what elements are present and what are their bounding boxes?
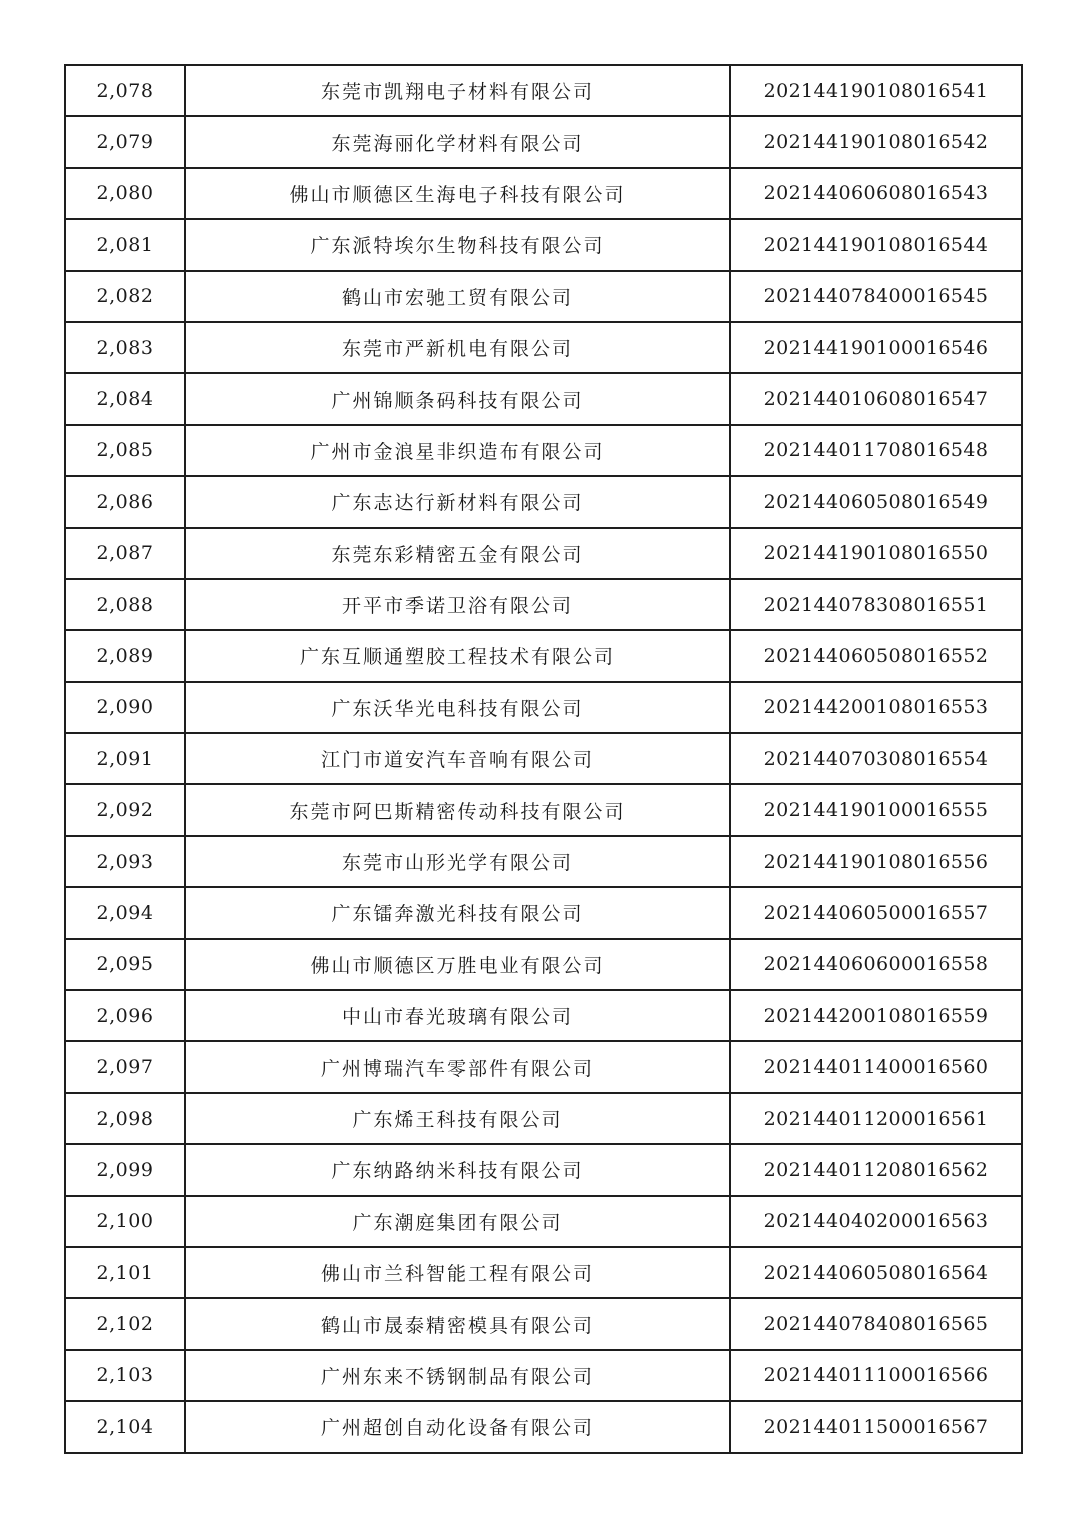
row-number-cell: 2,095 [65,939,185,990]
table-row [65,579,1022,630]
company-name-cell: 鹤山市宏驰工贸有限公司 [185,271,730,322]
registration-code-cell: 202144060508016564 [730,1247,1022,1298]
registration-code-cell: 202144190108016541 [730,65,1022,116]
enterprise-list-table [64,64,1023,1454]
table-row [65,271,1022,322]
company-name-cell: 中山市春光玻璃有限公司 [185,990,730,1041]
row-number-cell: 2,104 [65,1401,185,1452]
registration-code-cell: 202144078408016565 [730,1298,1022,1349]
registration-code-cell: 202144060600016558 [730,939,1022,990]
row-number-cell: 2,103 [65,1350,185,1401]
company-name-cell: 开平市季诺卫浴有限公司 [185,579,730,630]
registration-code-cell: 202144060508016549 [730,476,1022,527]
table-row [65,1247,1022,1298]
table-row [65,1350,1022,1401]
registration-code-cell: 202144060608016543 [730,168,1022,219]
registration-code-cell: 202144011100016566 [730,1350,1022,1401]
registration-code-cell: 202144078308016551 [730,579,1022,630]
company-name-cell: 广东烯王科技有限公司 [185,1093,730,1144]
row-number-cell: 2,099 [65,1144,185,1195]
company-name-cell: 广东派特埃尔生物科技有限公司 [185,219,730,270]
table-row [65,1196,1022,1247]
table-row [65,1093,1022,1144]
table-row [65,887,1022,938]
company-name-cell: 东莞东彩精密五金有限公司 [185,528,730,579]
registration-code-cell: 202144011208016562 [730,1144,1022,1195]
registration-code-cell: 202144190108016550 [730,528,1022,579]
registration-code-cell: 202144190108016542 [730,116,1022,167]
row-number-cell: 2,091 [65,733,185,784]
row-number-cell: 2,089 [65,630,185,681]
row-number-cell: 2,083 [65,322,185,373]
company-name-cell: 广州超创自动化设备有限公司 [185,1401,730,1452]
table-row [65,116,1022,167]
company-name-cell: 东莞市严新机电有限公司 [185,322,730,373]
table-row [65,990,1022,1041]
row-number-cell: 2,078 [65,65,185,116]
table-row [65,630,1022,681]
row-number-cell: 2,080 [65,168,185,219]
table-row [65,65,1022,116]
row-number-cell: 2,090 [65,682,185,733]
row-number-cell: 2,092 [65,784,185,835]
table-row [65,784,1022,835]
row-number-cell: 2,086 [65,476,185,527]
registration-code-cell: 202144060508016552 [730,630,1022,681]
company-name-cell: 东莞市阿巴斯精密传动科技有限公司 [185,784,730,835]
row-number-cell: 2,079 [65,116,185,167]
row-number-cell: 2,102 [65,1298,185,1349]
registration-code-cell: 202144060500016557 [730,887,1022,938]
table-row [65,1401,1022,1452]
table-row [65,733,1022,784]
company-name-cell: 东莞市凯翔电子材料有限公司 [185,65,730,116]
company-name-cell: 广东镭奔激光科技有限公司 [185,887,730,938]
company-name-cell: 东莞海丽化学材料有限公司 [185,116,730,167]
company-name-cell: 广东潮庭集团有限公司 [185,1196,730,1247]
table-row [65,322,1022,373]
row-number-cell: 2,081 [65,219,185,270]
row-number-cell: 2,088 [65,579,185,630]
table-row [65,1041,1022,1092]
company-name-cell: 佛山市顺德区生海电子科技有限公司 [185,168,730,219]
table-row [65,836,1022,887]
registration-code-cell: 202144200108016553 [730,682,1022,733]
company-name-cell: 广州东来不锈钢制品有限公司 [185,1350,730,1401]
company-name-cell: 广东纳路纳米科技有限公司 [185,1144,730,1195]
registration-code-cell: 202144190100016546 [730,322,1022,373]
company-name-cell: 东莞市山形光学有限公司 [185,836,730,887]
company-name-cell: 广州锦顺条码科技有限公司 [185,373,730,424]
table-row [65,939,1022,990]
row-number-cell: 2,100 [65,1196,185,1247]
registration-code-cell: 202144010608016547 [730,373,1022,424]
table-row [65,1298,1022,1349]
row-number-cell: 2,085 [65,425,185,476]
company-name-cell: 广州博瑞汽车零部件有限公司 [185,1041,730,1092]
row-number-cell: 2,101 [65,1247,185,1298]
registration-code-cell: 202144190108016544 [730,219,1022,270]
company-name-cell: 广州市金浪星非织造布有限公司 [185,425,730,476]
company-name-cell: 鹤山市晟泰精密模具有限公司 [185,1298,730,1349]
row-number-cell: 2,087 [65,528,185,579]
registration-code-cell: 202144070308016554 [730,733,1022,784]
table-row [65,373,1022,424]
row-number-cell: 2,098 [65,1093,185,1144]
registration-code-cell: 202144200108016559 [730,990,1022,1041]
registration-code-cell: 202144011200016561 [730,1093,1022,1144]
registration-code-cell: 202144078400016545 [730,271,1022,322]
row-number-cell: 2,097 [65,1041,185,1092]
company-name-cell: 江门市道安汽车音响有限公司 [185,733,730,784]
company-name-cell: 佛山市顺德区万胜电业有限公司 [185,939,730,990]
row-number-cell: 2,082 [65,271,185,322]
table-body [65,65,1022,1453]
table-row [65,476,1022,527]
company-name-cell: 广东沃华光电科技有限公司 [185,682,730,733]
row-number-cell: 2,096 [65,990,185,1041]
registration-code-cell: 202144011708016548 [730,425,1022,476]
company-name-cell: 广东互顺通塑胶工程技术有限公司 [185,630,730,681]
company-name-cell: 佛山市兰科智能工程有限公司 [185,1247,730,1298]
table-row [65,528,1022,579]
registration-code-cell: 202144011500016567 [730,1401,1022,1452]
table-row [65,168,1022,219]
row-number-cell: 2,093 [65,836,185,887]
row-number-cell: 2,084 [65,373,185,424]
row-number-cell: 2,094 [65,887,185,938]
table-row [65,219,1022,270]
registration-code-cell: 202144190100016555 [730,784,1022,835]
table-row [65,682,1022,733]
registration-code-cell: 202144190108016556 [730,836,1022,887]
table-row [65,1144,1022,1195]
registration-code-cell: 202144040200016563 [730,1196,1022,1247]
table-row [65,425,1022,476]
registration-code-cell: 202144011400016560 [730,1041,1022,1092]
company-name-cell: 广东志达行新材料有限公司 [185,476,730,527]
